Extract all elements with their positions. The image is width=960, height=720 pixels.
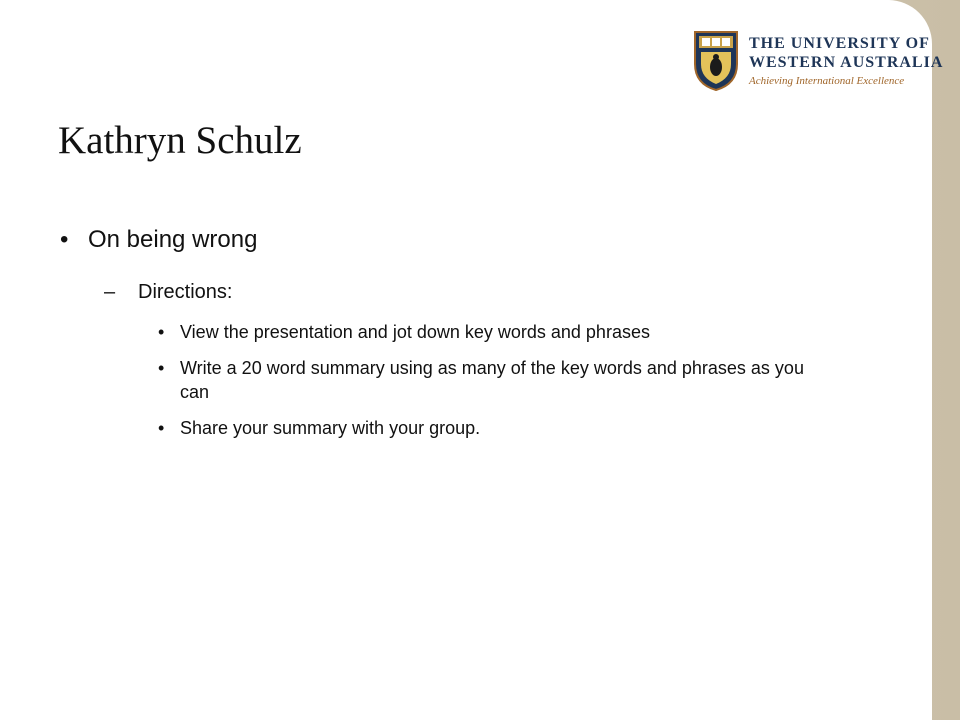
list-item-text: Write a 20 word summary using as many of the key words and phrases as you can: [180, 358, 804, 402]
list-item-text: View the presentation and jot down key words and phrases: [180, 322, 650, 342]
logo-university-name-line1: THE UNIVERSITY OF: [749, 35, 930, 52]
bullet-level2: [104, 276, 820, 308]
bullet-marker: •: [60, 226, 69, 253]
list-item-text: Share your summary with your group.: [180, 418, 481, 438]
bullet-marker: •: [158, 322, 165, 342]
bullet-list: [60, 222, 820, 440]
logo-tagline: Achieving International Excellence: [749, 75, 905, 87]
bullet-text: On being wrong: [88, 226, 258, 253]
list-item: [158, 356, 820, 404]
list-item: [158, 416, 820, 440]
university-logo: [693, 30, 944, 94]
bullet-level1: [60, 222, 820, 258]
university-crest-icon: [693, 30, 739, 92]
slide-title: Kathryn Schulz: [58, 119, 302, 162]
list-item: [158, 320, 820, 344]
bullet-marker: •: [158, 418, 165, 438]
dash-marker: –: [104, 281, 116, 303]
bullet-marker: •: [158, 358, 165, 378]
logo-university-name-line2: WESTERN AUSTRALIA: [749, 54, 944, 71]
sub-bullet-text: Directions:: [138, 281, 233, 303]
